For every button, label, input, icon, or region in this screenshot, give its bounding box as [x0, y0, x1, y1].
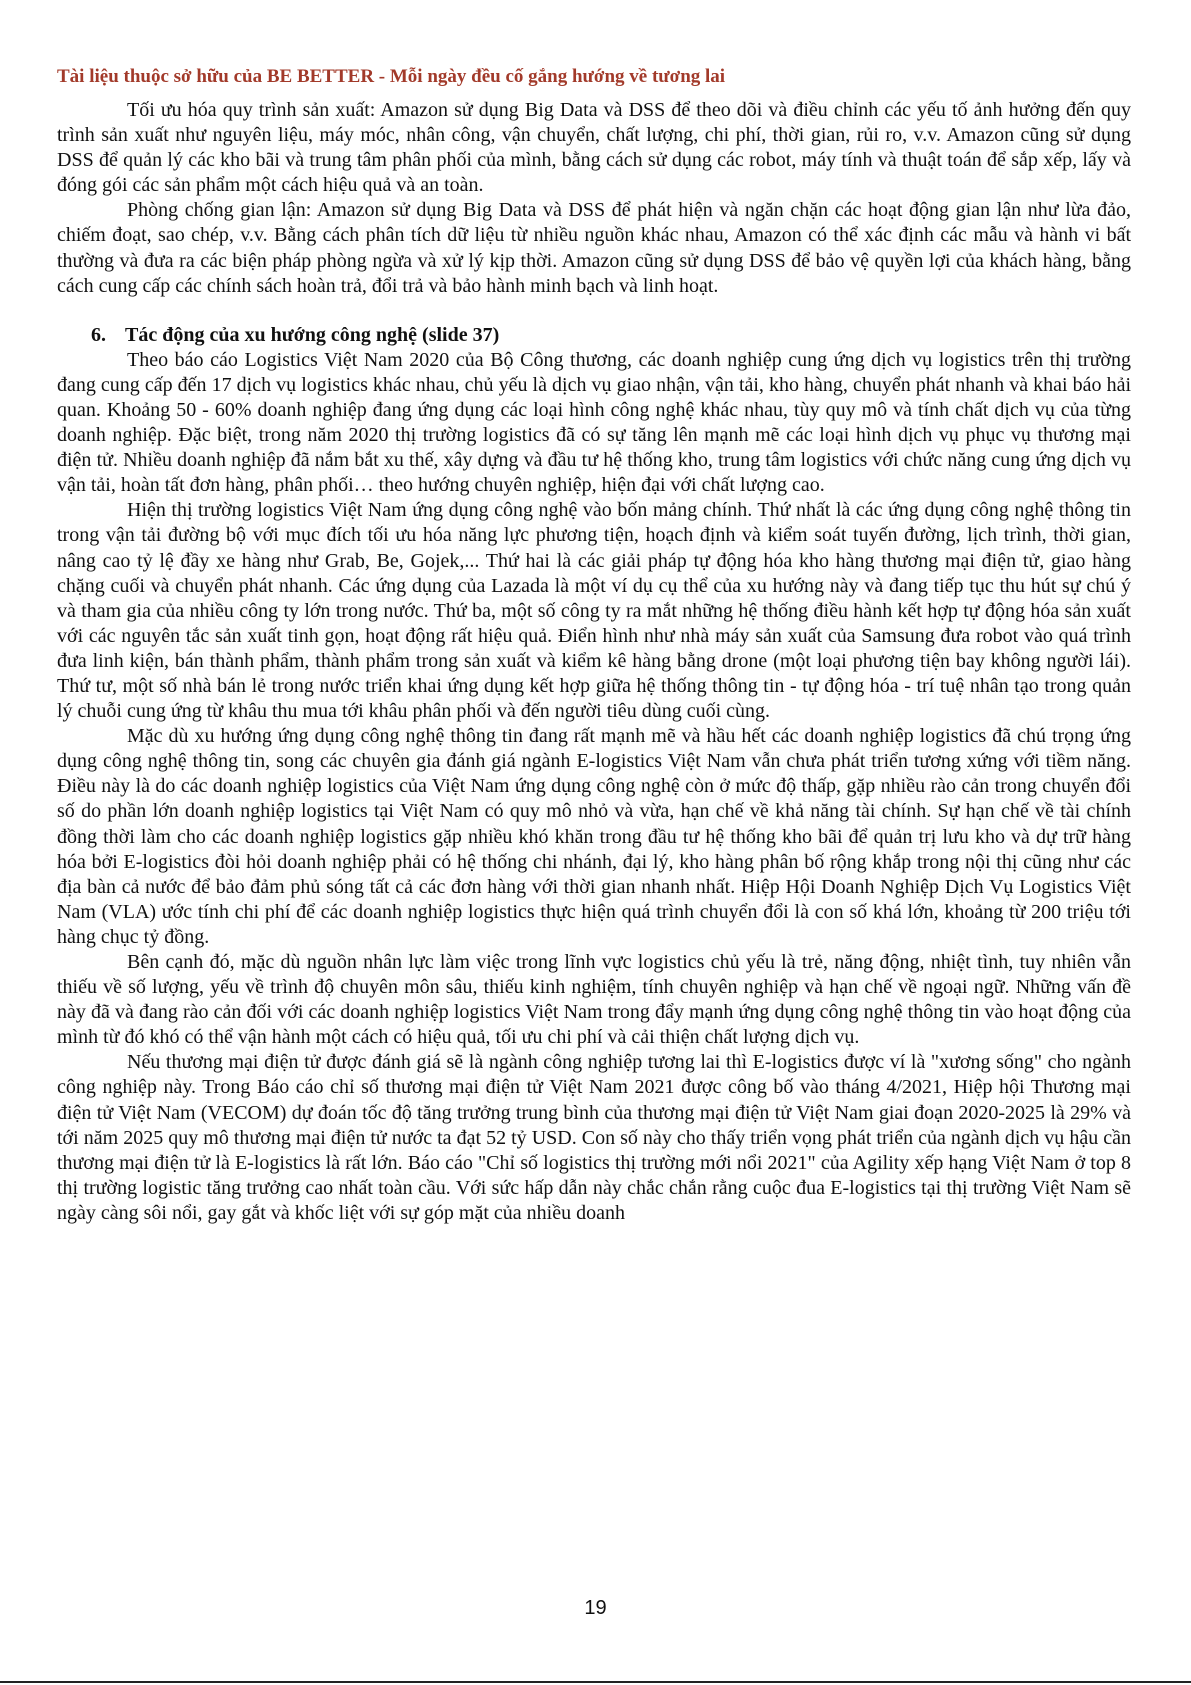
document-page	[57, 66, 1131, 1226]
section-number: 6.	[91, 323, 106, 346]
paragraph-production-optimization: Tối ưu hóa quy trình sản xuất: Amazon sử dụng Big Data và DSS để theo dõi và điều chỉnh các yếu tố ảnh hưởng đến quy trình sản xuất như nguyên liệu, máy móc, nhân công, vận chuyển, chất lượng, chi phí, thời gian, rủi ro, v.v. Amazon cũng sử dụng DSS để quản lý các kho bãi và trung tâm phân phối của mình, bằng cách sử dụng các robot, máy tính và thuật toán để sắp xếp, lấy và đóng gói các sản phẩm một cách hiệu quả và an toàn.	[57, 99, 1131, 197]
paragraph-ecommerce-outlook: Nếu thương mại điện tử được đánh giá sẽ là ngành công nghiệp tương lai thì E-logistics được ví là "xương sống" cho ngành công nghiệp này. Trong Báo cáo chỉ số thương mại điện tử Việt Nam 2021 được công bố vào tháng 4/2021, Hiệp hội Thương mại điện tử Việt Nam (VECOM) dự đoán tốc độ tăng trưởng trung bình của thương mại điện tử Việt Nam giai đoạn 2020-2025 là 29% và tới năm 2025 quy mô thương mại điện tử nước ta đạt 52 tỷ USD. Con số này cho thấy triển vọng phát triển của ngành dịch vụ hậu cần thương mại điện tử là E-logistics là rất lớn. Báo cáo "Chỉ số logistics thị trường mới nổi 2021" của Agility xếp hạng Việt Nam ở top 8 thị trường logistic tăng trưởng cao nhất toàn cầu. Với sức hấp dẫn này chắc chắn rằng cuộc đua E-logistics tại thị trường Việt Nam sẽ ngày càng sôi nổi, gay gắt và khốc liệt với sự góp mặt của nhiều doanh	[57, 1051, 1131, 1224]
paragraph-human-resources: Bên cạnh đó, mặc dù nguồn nhân lực làm việc trong lĩnh vực logistics chủ yếu là trẻ, năng động, nhiệt tình, tuy nhiên vẫn thiếu về số lượng, yếu về trình độ chuyên môn sâu, thiếu kinh nghiệm, tính chuyên nghiệp và hạn chế về ngoại ngữ. Những vấn đề này đã và đang rào cản đối với các doanh nghiệp logistics Việt Nam trong đẩy mạnh ứng dụng công nghệ thông tin vào hoạt động của mình từ đó khó có thể vận hành một cách có hiệu quả, tối ưu chi phí và cải thiện chất lượng dịch vụ.	[57, 951, 1131, 1049]
paragraph-e-logistics-limits: Mặc dù xu hướng ứng dụng công nghệ thông tin đang rất mạnh mẽ và hầu hết các doanh nghiệp logistics đã chú trọng ứng dụng công nghệ thông tin, song các chuyên gia đánh giá ngành E-logistics Việt Nam vẫn chưa phát triển tương xứng với tiềm năng. Điều này là do các doanh nghiệp logistics của Việt Nam ứng dụng công nghệ còn ở mức độ thấp, gặp nhiều rào cản trong chuyển đổi số do phần lớn doanh nghiệp logistics tại Việt Nam có quy mô nhỏ và vừa, hạn chế về khả năng tài chính. Sự hạn chế về tài chính đồng thời làm cho các doanh nghiệp logistics gặp nhiều khó khăn trong đầu tư hệ thống kho bãi để quản trị lưu kho và dự trữ hàng hóa bởi E-logistics đòi hỏi doanh nghiệp phải có hệ thống chi nhánh, đại lý, kho hàng phân bố rộng khắp trong nội thị cũng như các địa bàn cả nước để bảo đảm phủ sóng tất cả các đơn hàng với thời gian nhanh nhất. Hiệp Hội Doanh Nghiệp Dịch Vụ Logistics Việt Nam (VLA) ước tính chi phí để các doanh nghiệp logistics thực hiện quá trình chuyển đổi là con số khá lớn, khoảng từ 200 triệu tới hàng chục tỷ đồng.	[57, 725, 1131, 948]
paragraph-technology-areas: Hiện thị trường logistics Việt Nam ứng dụng công nghệ vào bốn mảng chính. Thứ nhất là các ứng dụng công nghệ thông tin trong vận tải đường bộ với mục đích tối ưu hóa năng lực phương tiện, hoạch định và kiểm soát tuyến đường, lịch trình, thời gian, nâng cao tỷ lệ đầy xe hàng như Grab, Be, Gojek,... Thứ hai là các giải pháp tự động hóa kho hàng thương mại điện tử, giao hàng chặng cuối và chuyển phát nhanh. Các ứng dụng của Lazada là một ví dụ cụ thể của xu hướng này và đang tiếp tục thu hút sự chú ý và tham gia của nhiều công ty lớn trong nước. Thứ ba, một số công ty ra mắt những hệ thống điều hành kết hợp tự động hóa sản xuất với các nguyên tắc sản xuất tinh gọn, hoạt động rất hiệu quả. Điển hình như nhà máy sản xuất của Samsung đưa robot vào quá trình đưa linh kiện, bán thành phẩm, thành phẩm trong sản xuất và kiểm kê hàng bằng drone (một loại phương tiện bay không người lái). Thứ tư, một số nhà bán lẻ trong nước triển khai ứng dụng kết hợp giữa hệ thống thông tin - tự động hóa - trí tuệ nhân tạo trong quản lý chuỗi cung ứng từ khâu thu mua tới khâu phân phối và đến người tiêu dùng cuối cùng.	[57, 499, 1131, 723]
bottom-divider	[0, 1681, 1191, 1683]
page-number: 19	[584, 1597, 607, 1619]
paragraph-fraud-prevention: Phòng chống gian lận: Amazon sử dụng Big Data và DSS để phát hiện và ngăn chặn các hoạt động gian lận như lừa đảo, chiếm đoạt, sao chép, v.v. Bằng cách phân tích dữ liệu từ nhiều nguồn khác nhau, Amazon có thể xác định các mẫu và hành vi bất thường và đưa ra các biện pháp phòng ngừa và xử lý kịp thời. Amazon cũng sử dụng DSS để bảo vệ quyền lợi của khách hàng, bằng cách cung cấp các chính sách hoàn trả, đổi trả và bảo hành minh bạch và linh hoạt.	[57, 199, 1131, 297]
section-heading	[91, 323, 1131, 348]
section-title-text: Tác động của xu hướng công nghệ (slide 37)	[125, 323, 500, 346]
paragraph-logistics-report: Theo báo cáo Logistics Việt Nam 2020 của Bộ Công thương, các doanh nghiệp cung ứng dịch vụ logistics trên thị trường đang cung cấp đến 17 dịch vụ logistics khác nhau, chủ yếu là dịch vụ giao nhận, vận tải, kho hàng, chuyển phát nhanh và khai báo hải quan. Khoảng 50 - 60% doanh nghiệp đang ứng dụng các loại hình công nghệ khác nhau, tùy quy mô và tính chất dịch vụ của từng doanh nghiệp. Đặc biệt, trong năm 2020 thị trường logistics đã có sự tăng lên mạnh mẽ các loại hình dịch vụ phục vụ thương mại điện tử. Nhiều doanh nghiệp đã nắm bắt xu thế, xây dựng và đầu tư hệ thống kho, trung tâm logistics với chức năng cung ứng dịch vụ vận tải, hoàn tất đơn hàng, phân phối… theo hướng chuyên nghiệp, hiện đại với chất lượng cao.	[57, 348, 1131, 497]
page-header: Tài liệu thuộc sở hữu của BE BETTER - Mỗi ngày đều cố gắng hướng về tương lai	[57, 66, 726, 87]
